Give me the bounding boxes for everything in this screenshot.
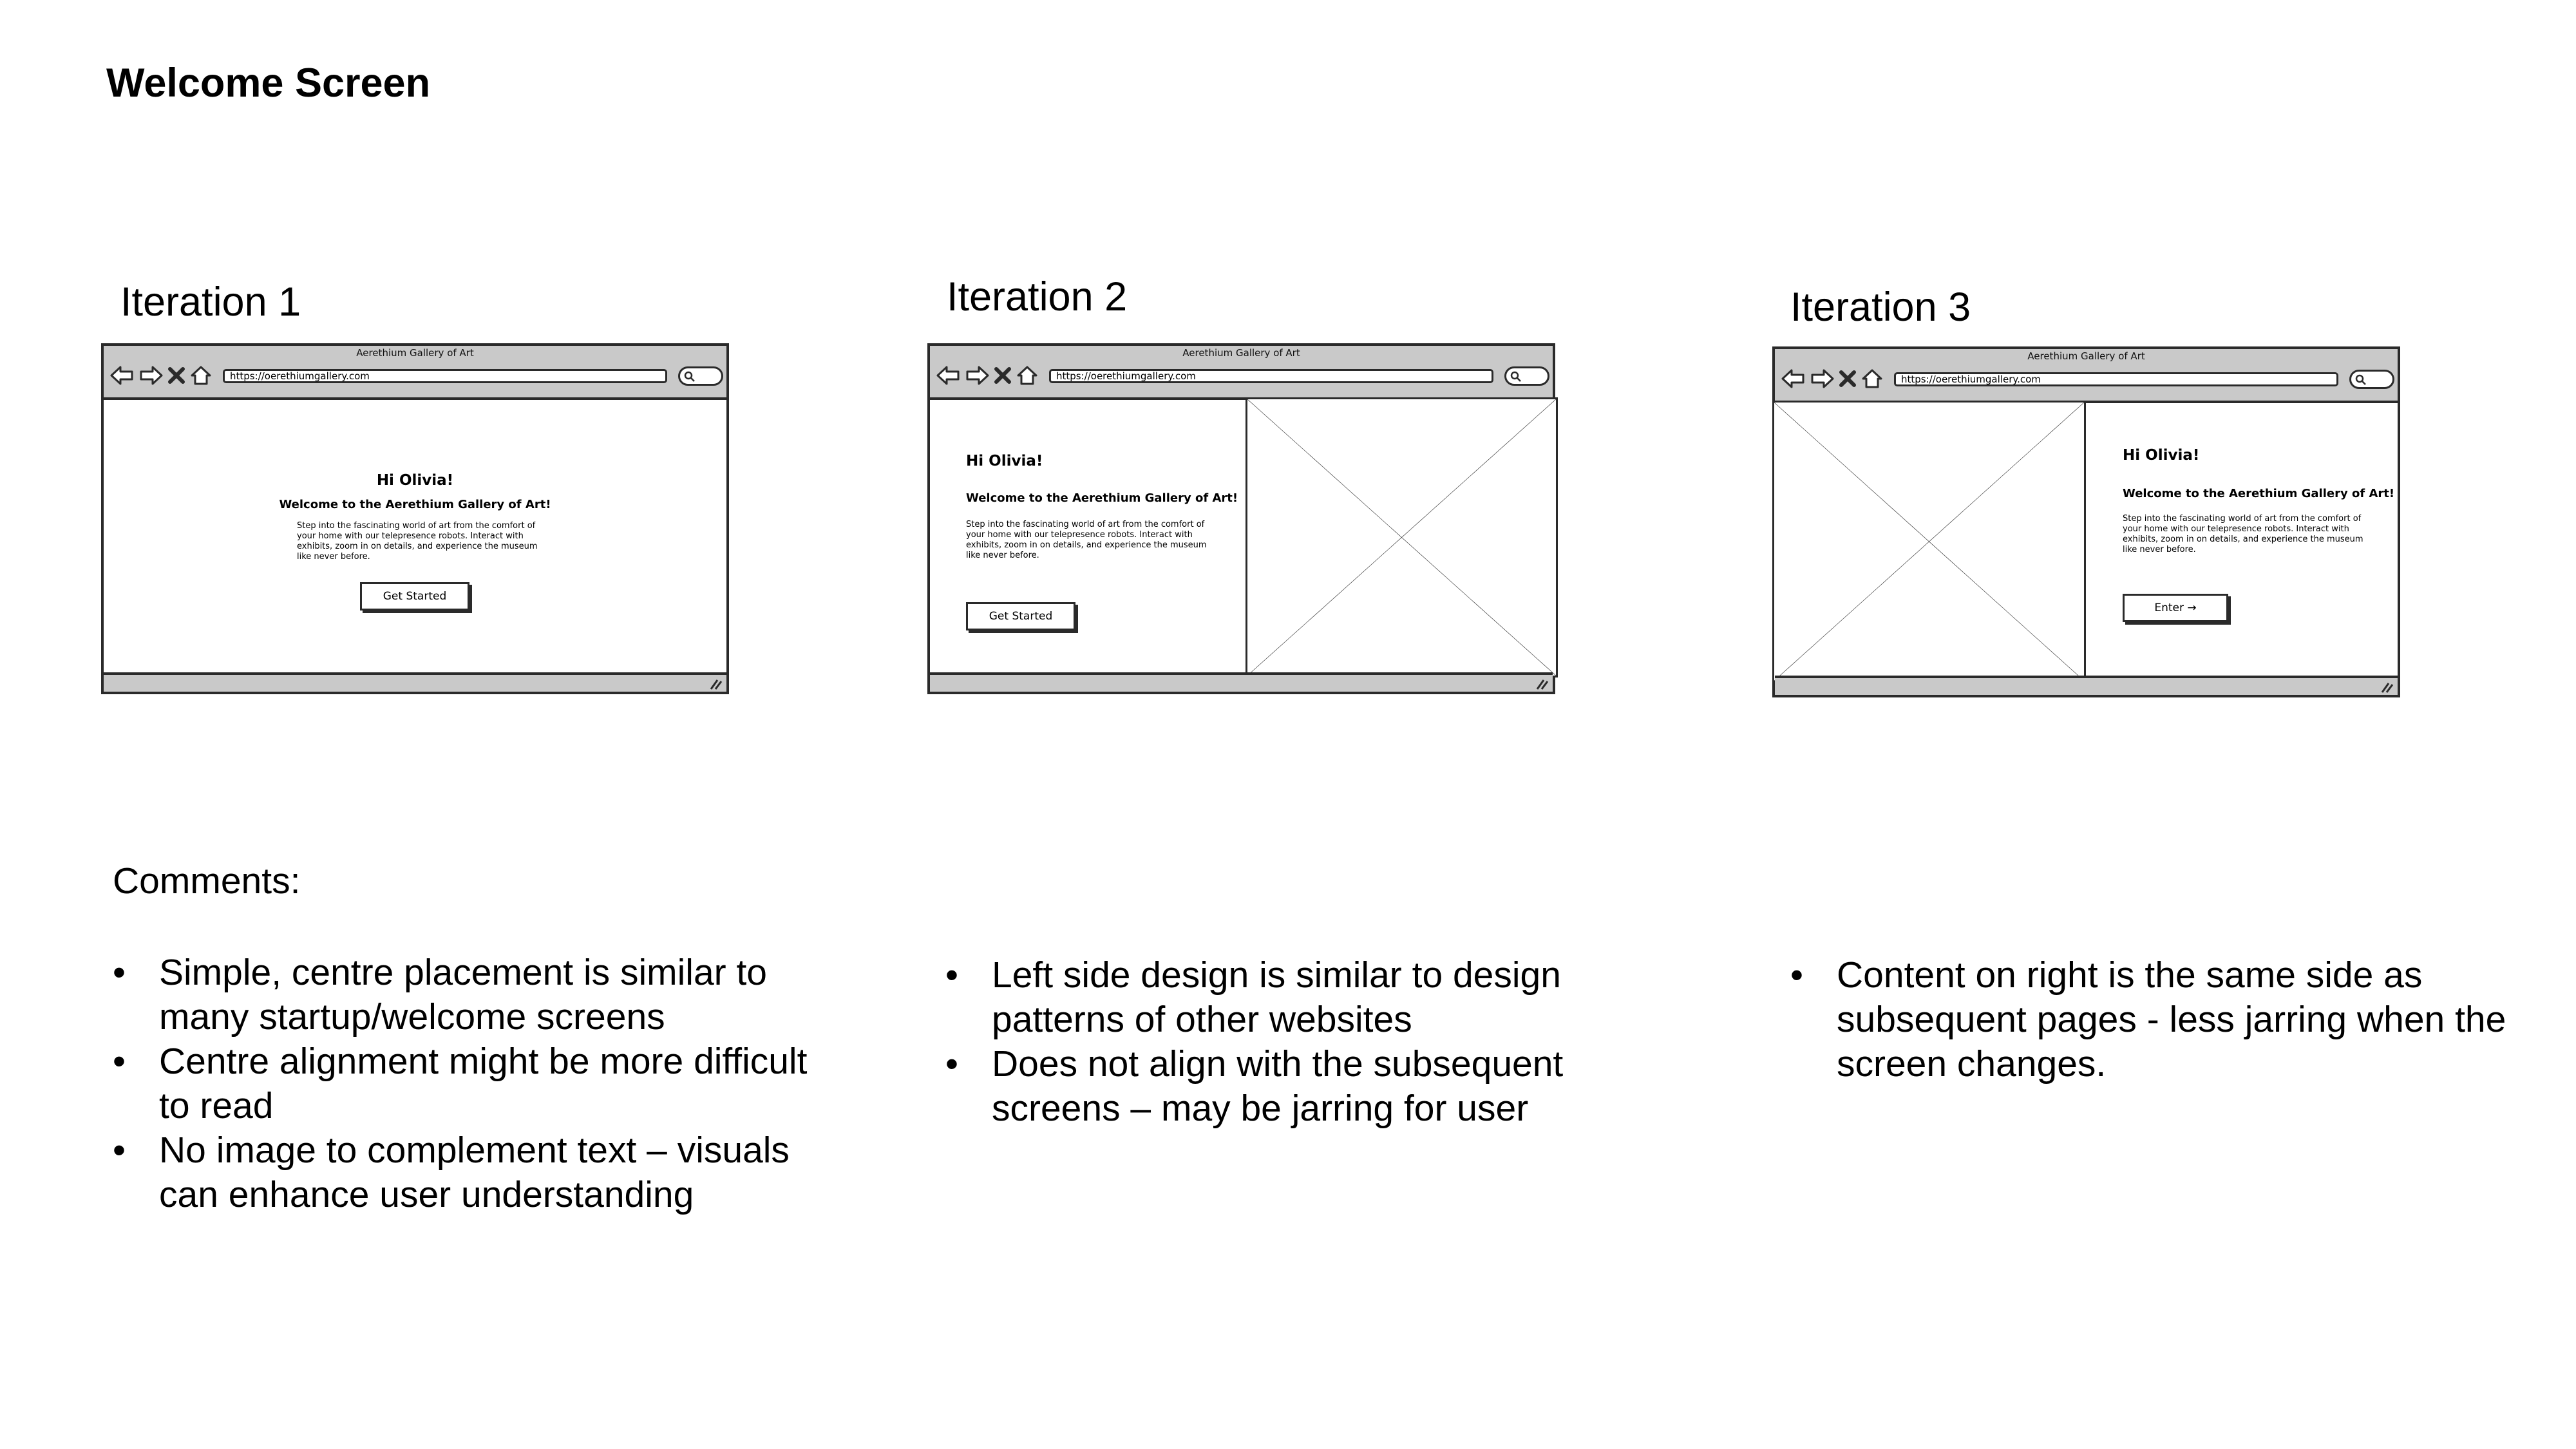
enter-button[interactable]: Enter → [2123,594,2228,622]
forward-arrow-icon[interactable] [965,365,989,386]
wireframe-iteration-2 [927,343,1555,694]
back-arrow-icon[interactable] [936,365,961,386]
close-icon[interactable] [1838,368,1857,390]
comment-text: Content on right is the same side as subsequent pages - less jarring when the screen changes. [1837,954,2506,1084]
welcome-heading: Welcome to the Aerethium Gallery of Art! [2123,487,2395,500]
list-item [113,951,834,1039]
image-placeholder-icon [1247,399,1556,676]
browser-content [1775,403,2398,676]
comment-text: Left side design is similar to design patterns of other websites [992,954,1561,1040]
address-bar[interactable]: https://oerethiumgallery.com [223,369,667,383]
wireframe-iteration-1 [101,343,729,694]
home-icon[interactable] [1861,368,1883,390]
comment-text: Does not align with the subsequent screens – may be jarring for user [992,1043,1564,1129]
resize-grip-icon[interactable] [2380,681,2394,694]
resize-grip-icon[interactable] [708,677,723,690]
list-item [113,1128,834,1217]
search-icon [1510,371,1522,383]
search-field[interactable] [1504,366,1549,386]
iteration-3-label: Iteration 3 [1790,285,1971,330]
forward-arrow-icon[interactable] [1810,368,1834,390]
comment-text: No image to complement text – visuals can enhance user understanding [159,1130,790,1215]
image-placeholder-icon [1774,402,2084,681]
bullet-icon: • [945,1043,958,1084]
wireframe-iteration-3 [1772,346,2400,697]
greeting-heading: Hi Olivia! [966,453,1043,469]
comments-list-iteration-2 [945,953,1634,1131]
list-item [945,953,1634,1042]
image-placeholder [1772,401,2086,683]
browser-window-title: Aerethium Gallery of Art [356,347,474,359]
list-item [1790,953,2512,1086]
search-icon [684,371,696,383]
bullet-icon: • [113,1041,126,1082]
browser-status-bar [1775,676,2398,695]
back-arrow-icon[interactable] [110,365,135,386]
intro-paragraph: Step into the fascinating world of art from the comfort of your home with our telepresence robots. Interact with exhibits, zoom in on details, and experience the museum like never before. [297,521,538,562]
welcome-heading: Welcome to the Aerethium Gallery of Art! [279,498,551,511]
greeting-heading: Hi Olivia! [376,472,454,489]
browser-status-bar [104,672,726,692]
bullet-icon: • [113,1130,126,1171]
intro-paragraph: Step into the fascinating world of art from the comfort of your home with our telepresence robots. Interact with exhibits, zoom in on details, and experience the museum like never before. [966,520,1207,560]
search-field[interactable] [2349,370,2394,389]
list-item [113,1039,834,1128]
greeting-heading: Hi Olivia! [2123,447,2200,464]
home-icon[interactable] [1016,365,1038,386]
forward-arrow-icon[interactable] [138,365,163,386]
comments-list-iteration-1 [113,951,834,1217]
comment-text: Centre alignment might be more difficult to read [159,1041,808,1126]
intro-paragraph: Step into the fascinating world of art from the comfort of your home with our telepresence robots. Interact with exhibits, zoom in on details, and experience the museum like never before. [2123,514,2363,554]
browser-toolbar [1775,349,2398,403]
get-started-button[interactable]: Get Started [966,602,1075,630]
close-icon[interactable] [167,365,186,386]
page-title: Welcome Screen [106,61,431,106]
welcome-heading: Welcome to the Aerethium Gallery of Art! [966,491,1238,505]
browser-content [930,400,1553,672]
browser-status-bar [930,672,1553,692]
comments-heading: Comments: [113,860,301,902]
address-bar[interactable]: https://oerethiumgallery.com [1894,372,2338,386]
address-bar[interactable]: https://oerethiumgallery.com [1049,369,1493,383]
search-icon [2355,374,2367,386]
bullet-icon: • [1790,954,1803,996]
browser-content [104,400,726,672]
home-icon[interactable] [190,365,212,386]
browser-window-title: Aerethium Gallery of Art [2027,350,2145,362]
browser-window-title: Aerethium Gallery of Art [1182,347,1300,359]
close-icon[interactable] [993,365,1012,386]
comment-text: Simple, centre placement is similar to many startup/welcome screens [159,952,768,1037]
browser-toolbar [930,346,1553,400]
iteration-1-label: Iteration 1 [120,279,301,325]
comments-list-iteration-3 [1790,953,2512,1086]
bullet-icon: • [945,954,958,996]
search-field[interactable] [678,366,723,386]
get-started-button[interactable]: Get Started [360,582,469,611]
browser-toolbar [104,346,726,400]
resize-grip-icon[interactable] [1535,677,1549,690]
back-arrow-icon[interactable] [1781,368,1806,390]
list-item [945,1042,1634,1131]
image-placeholder [1245,397,1558,677]
iteration-2-label: Iteration 2 [947,274,1128,319]
bullet-icon: • [113,952,126,993]
